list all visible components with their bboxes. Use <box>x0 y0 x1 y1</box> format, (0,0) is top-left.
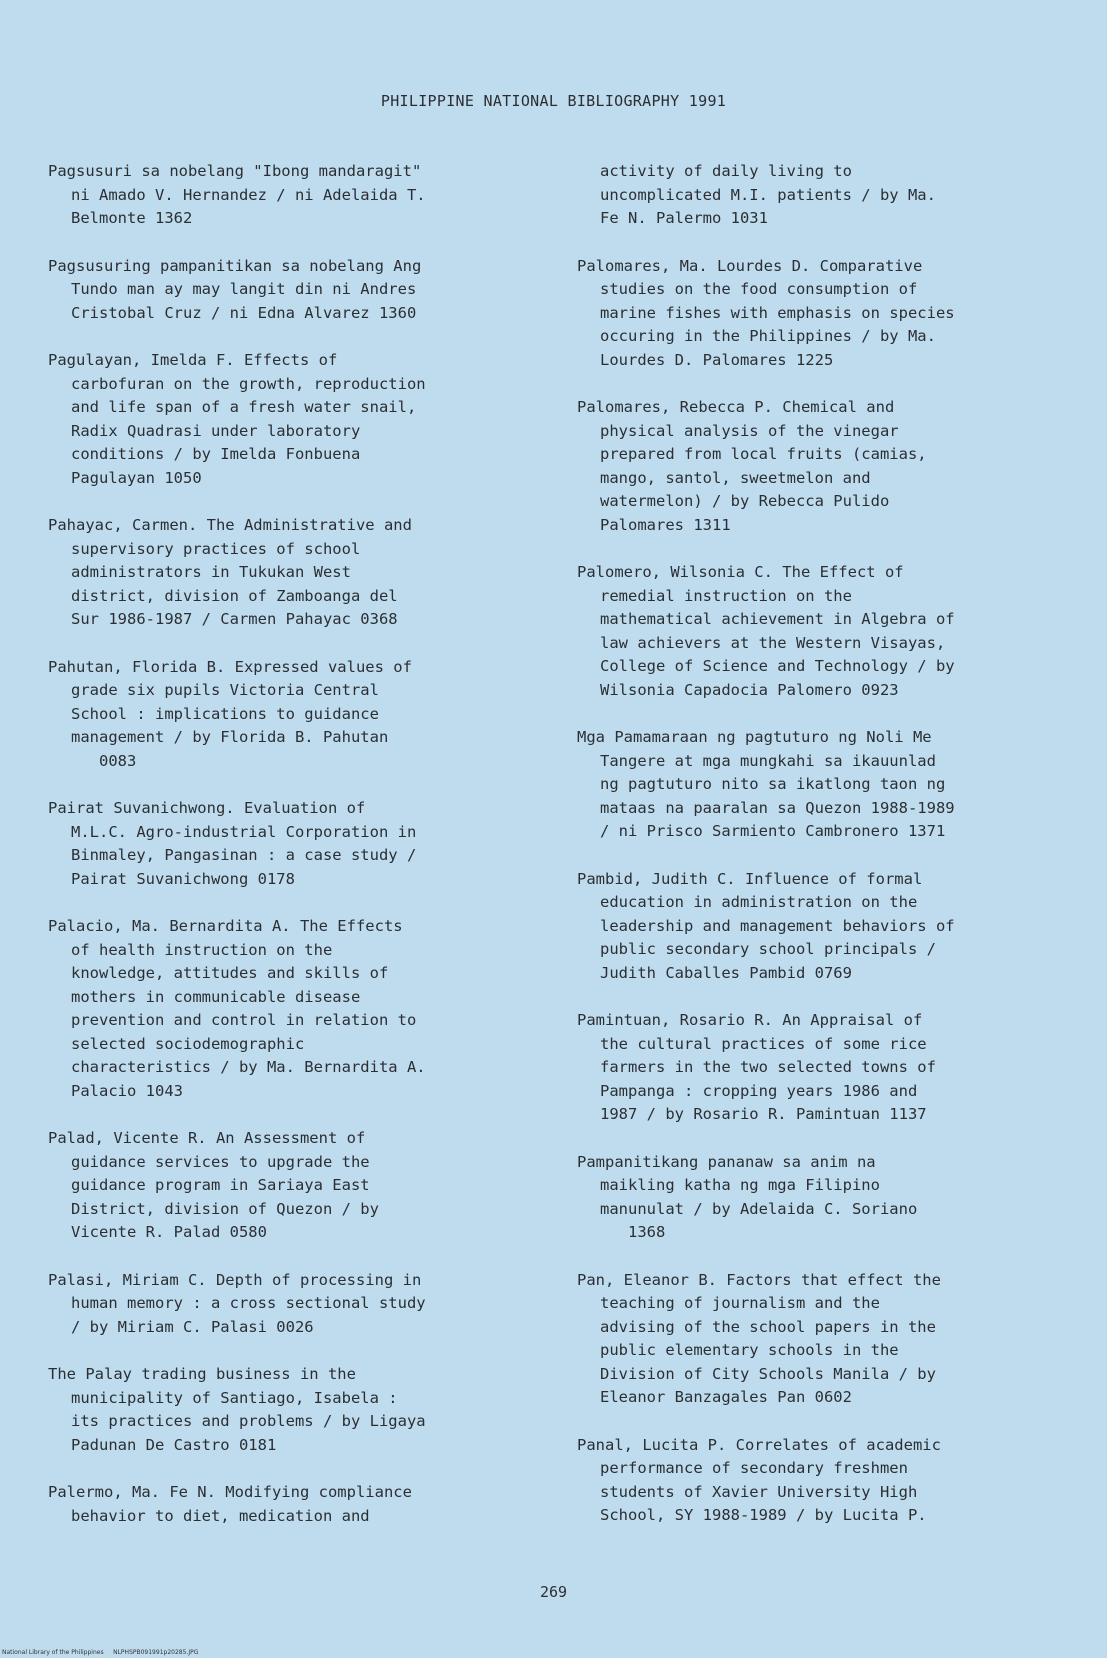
bibliography-entry: Pahayac, Carmen. The Administrative and supervisory practices of school administrators in Tukukan West district, division of Zamboanga del Sur 1986-1987 / Carmen Pahayac 0368 <box>48 516 412 628</box>
bibliography-entry-continuation: activity of daily living to uncomplicated M.I. patients / by Ma. Fe N. Palermo 1031 <box>600 162 936 227</box>
bibliography-entry: Palermo, Ma. Fe N. Modifying compliance behavior to diet, medication and <box>48 1483 412 1525</box>
bibliography-entry: Pahutan, Florida B. Expressed values of grade six pupils Victoria Central School : implications to guidance management / by Florida B. Pahutan 0083 <box>48 657 412 770</box>
bibliography-entry: Pampanitikang pananaw sa anim na maikling katha ng mga Filipino manunulat / by Adelaida C. Soriano 1368 <box>577 1152 918 1241</box>
page-header: PHILIPPINE NATIONAL BIBLIOGRAPHY 1991 <box>380 92 727 110</box>
bibliography-entry: Pan, Eleanor B. Factors that effect the teaching of journalism and the advising of the school papers in the public elementary schools in the Division of City Schools Manila / by Eleanor Banzagales Pan 0602 <box>577 1270 941 1406</box>
bibliography-entry: Pairat Suvanichwong. Evaluation of M.L.C. Agro-industrial Corporation in Binmaley, Pangasinan : a case study / Pairat Suvanichwong 0178 <box>48 799 417 888</box>
bibliography-entry: Pagsusuring pampanitikan sa nobelang Ang Tundo man ay may langit din ni Andres Cristobal Cruz / ni Edna Alvarez 1360 <box>48 256 422 322</box>
bibliography-entry: Palomares, Rebecca P. Chemical and physical analysis of the vinegar prepared from local fruits (camias, mango, santol, sweetmelon and watermelon) / by Rebecca Pulido Palomares 1311 <box>577 398 927 534</box>
bibliography-entry: Pagsusuri sa nobelang "Ibong mandaragit" ni Amado V. Hernandez / ni Adelaida T. Belmonte 1362 <box>48 162 426 227</box>
bibliography-entry: Panal, Lucita P. Correlates of academic performance of secondary freshmen students of Xavier University High School, SY 1988-1989 / by Lucita P. <box>577 1435 941 1524</box>
bibliography-entry: Palacio, Ma. Bernardita A. The Effects of health instruction on the knowledge, attitudes and skills of mothers in communicable disease prevention and control in relation to selected sociodemographic characteristics / by Ma. Bernardita A. Palacio 1043 <box>48 917 426 1100</box>
bibliography-entry: Pambid, Judith C. Influence of formal education in administration on the leadership and management behaviors of public secondary school principals / Judith Caballes Pambid 0769 <box>577 869 955 982</box>
bibliography-entry: Mga Pamamaraan ng pagtuturo ng Noli Me Tangere at mga mungkahi sa ikauunlad ng pagtuturo nito sa ikatlong taon ng mataas na paaralan sa Quezon 1988-1989 / ni Prisco Sarmiento Cambronero 1371 <box>577 728 955 840</box>
bibliography-entry: Palomero, Wilsonia C. The Effect of remedial instruction on the mathematical achievement in Algebra of law achievers at the Western Visayas, College of Science and Technology / by Wilsonia Capadocia Palomero 0923 <box>577 563 955 699</box>
bibliography-entry: Palomares, Ma. Lourdes D. Comparative studies on the food consumption of marine fishes with emphasis on species occuring in the Philippines / by Ma. Lourdes D. Palomares 1225 <box>577 256 955 369</box>
bibliography-entry: Pagulayan, Imelda F. Effects of carbofuran on the growth, reproduction and life span of a fresh water snail, Radix Quadrasi under laboratory conditions / by Imelda Fonbuena Pagulayan 1050 <box>48 351 426 487</box>
left-column <box>48 160 533 1552</box>
footer-credit: National Library of the Philippines NLPHSPB091991p20285.JPG <box>2 1649 199 1656</box>
bibliography-entry: Palad, Vicente R. An Assessment of guidance services to upgrade the guidance program in Sariaya East District, division of Quezon / by Vicente R. Palad 0580 <box>48 1129 379 1241</box>
bibliography-entry: Palasi, Miriam C. Depth of processing in human memory : a cross sectional study / by Miriam C. Palasi 0026 <box>48 1270 426 1336</box>
page-number: 269 <box>539 1583 568 1601</box>
bibliography-entry: Pamintuan, Rosario R. An Appraisal of the cultural practices of some rice farmers in the two selected towns of Pampanga : cropping years 1986 and 1987 / by Rosario R. Pamintuan 1137 <box>577 1011 936 1123</box>
bibliography-entry: The Palay trading business in the municipality of Santiago, Isabela : its practices and problems / by Ligaya Padunan De Castro 0181 <box>48 1365 426 1454</box>
right-column <box>577 160 1062 1552</box>
